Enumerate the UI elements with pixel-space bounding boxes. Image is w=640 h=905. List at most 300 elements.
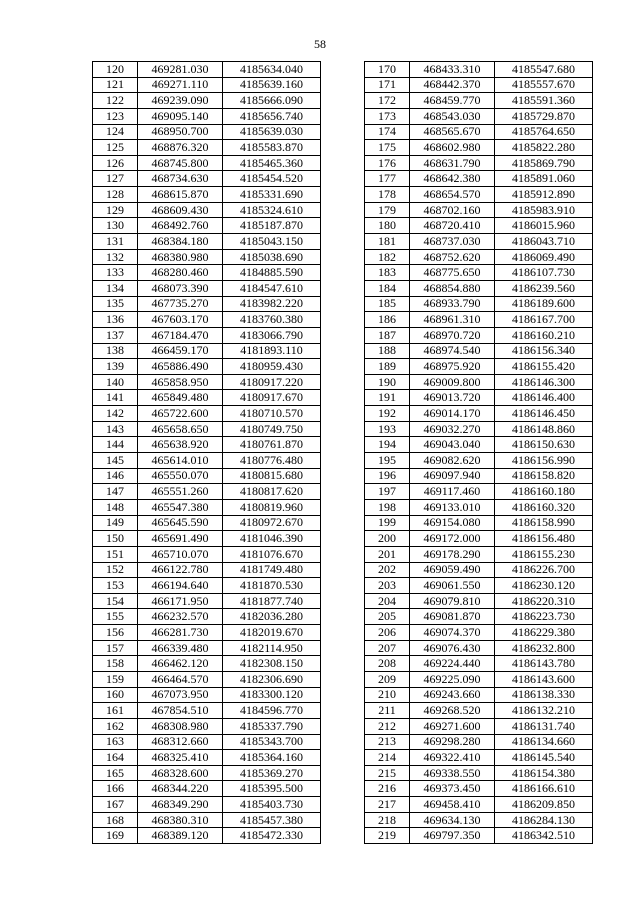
x-coordinate-cell: 468615.870 bbox=[138, 187, 223, 203]
point-number-cell: 179 bbox=[365, 202, 410, 218]
table-row bbox=[93, 656, 321, 672]
y-coordinate-cell: 4180959.430 bbox=[223, 359, 321, 375]
point-number-cell: 130 bbox=[93, 218, 138, 234]
y-coordinate-cell: 4180917.670 bbox=[223, 390, 321, 406]
point-number-cell: 145 bbox=[93, 453, 138, 469]
point-number-cell: 138 bbox=[93, 343, 138, 359]
x-coordinate-cell: 468642.380 bbox=[410, 171, 495, 187]
table-row bbox=[365, 656, 593, 672]
table-row bbox=[365, 296, 593, 312]
point-number-cell: 161 bbox=[93, 703, 138, 719]
x-coordinate-cell: 468565.670 bbox=[410, 124, 495, 140]
point-number-cell: 191 bbox=[365, 390, 410, 406]
y-coordinate-cell: 4184596.770 bbox=[223, 703, 321, 719]
table-row bbox=[365, 734, 593, 750]
table-row bbox=[365, 406, 593, 422]
y-coordinate-cell: 4186143.780 bbox=[495, 656, 593, 672]
table-row bbox=[93, 312, 321, 328]
y-coordinate-cell: 4180817.620 bbox=[223, 484, 321, 500]
table-row bbox=[93, 406, 321, 422]
table-row bbox=[93, 750, 321, 766]
table-row bbox=[93, 562, 321, 578]
y-coordinate-cell: 4185343.700 bbox=[223, 734, 321, 750]
point-number-cell: 147 bbox=[93, 484, 138, 500]
y-coordinate-cell: 4186143.600 bbox=[495, 671, 593, 687]
x-coordinate-cell: 468492.760 bbox=[138, 218, 223, 234]
coordinates-table-right-body bbox=[365, 62, 593, 844]
point-number-cell: 142 bbox=[93, 406, 138, 422]
x-coordinate-cell: 468654.570 bbox=[410, 187, 495, 203]
point-number-cell: 133 bbox=[93, 265, 138, 281]
y-coordinate-cell: 4185337.790 bbox=[223, 718, 321, 734]
x-coordinate-cell: 468344.220 bbox=[138, 781, 223, 797]
point-number-cell: 173 bbox=[365, 108, 410, 124]
y-coordinate-cell: 4186146.300 bbox=[495, 374, 593, 390]
table-row bbox=[365, 562, 593, 578]
x-coordinate-cell: 468308.980 bbox=[138, 718, 223, 734]
point-number-cell: 162 bbox=[93, 718, 138, 734]
point-number-cell: 136 bbox=[93, 312, 138, 328]
y-coordinate-cell: 4186158.990 bbox=[495, 515, 593, 531]
table-row bbox=[365, 703, 593, 719]
x-coordinate-cell: 465858.950 bbox=[138, 374, 223, 390]
table-row bbox=[365, 484, 593, 500]
x-coordinate-cell: 466339.480 bbox=[138, 640, 223, 656]
point-number-cell: 171 bbox=[365, 77, 410, 93]
y-coordinate-cell: 4185583.870 bbox=[223, 140, 321, 156]
point-number-cell: 209 bbox=[365, 671, 410, 687]
y-coordinate-cell: 4186160.180 bbox=[495, 484, 593, 500]
y-coordinate-cell: 4180776.480 bbox=[223, 453, 321, 469]
table-row bbox=[93, 499, 321, 515]
point-number-cell: 166 bbox=[93, 781, 138, 797]
x-coordinate-cell: 469079.810 bbox=[410, 593, 495, 609]
x-coordinate-cell: 469338.550 bbox=[410, 765, 495, 781]
point-number-cell: 164 bbox=[93, 750, 138, 766]
table-row bbox=[365, 765, 593, 781]
table-row bbox=[93, 108, 321, 124]
x-coordinate-cell: 468970.720 bbox=[410, 327, 495, 343]
table-row bbox=[365, 468, 593, 484]
table-row bbox=[93, 171, 321, 187]
table-row bbox=[93, 593, 321, 609]
y-coordinate-cell: 4184885.590 bbox=[223, 265, 321, 281]
x-coordinate-cell: 468380.310 bbox=[138, 812, 223, 828]
point-number-cell: 197 bbox=[365, 484, 410, 500]
point-number-cell: 155 bbox=[93, 609, 138, 625]
point-number-cell: 205 bbox=[365, 609, 410, 625]
y-coordinate-cell: 4186342.510 bbox=[495, 828, 593, 844]
x-coordinate-cell: 466462.120 bbox=[138, 656, 223, 672]
table-row bbox=[365, 140, 593, 156]
point-number-cell: 127 bbox=[93, 171, 138, 187]
y-coordinate-cell: 4186145.540 bbox=[495, 750, 593, 766]
y-coordinate-cell: 4186069.490 bbox=[495, 249, 593, 265]
x-coordinate-cell: 469081.870 bbox=[410, 609, 495, 625]
point-number-cell: 124 bbox=[93, 124, 138, 140]
point-number-cell: 144 bbox=[93, 437, 138, 453]
point-number-cell: 189 bbox=[365, 359, 410, 375]
table-row bbox=[365, 124, 593, 140]
table-row bbox=[93, 437, 321, 453]
table-row bbox=[93, 296, 321, 312]
point-number-cell: 216 bbox=[365, 781, 410, 797]
point-number-cell: 176 bbox=[365, 155, 410, 171]
y-coordinate-cell: 4181046.390 bbox=[223, 531, 321, 547]
x-coordinate-cell: 469032.270 bbox=[410, 421, 495, 437]
x-coordinate-cell: 469178.290 bbox=[410, 546, 495, 562]
y-coordinate-cell: 4180972.670 bbox=[223, 515, 321, 531]
x-coordinate-cell: 465722.600 bbox=[138, 406, 223, 422]
point-number-cell: 185 bbox=[365, 296, 410, 312]
x-coordinate-cell: 469014.170 bbox=[410, 406, 495, 422]
y-coordinate-cell: 4185331.690 bbox=[223, 187, 321, 203]
x-coordinate-cell: 469797.350 bbox=[410, 828, 495, 844]
y-coordinate-cell: 4185038.690 bbox=[223, 249, 321, 265]
table-row bbox=[93, 265, 321, 281]
y-coordinate-cell: 4180917.220 bbox=[223, 374, 321, 390]
point-number-cell: 182 bbox=[365, 249, 410, 265]
y-coordinate-cell: 4186189.600 bbox=[495, 296, 593, 312]
x-coordinate-cell: 469268.520 bbox=[410, 703, 495, 719]
point-number-cell: 184 bbox=[365, 280, 410, 296]
y-coordinate-cell: 4186166.610 bbox=[495, 781, 593, 797]
table-row bbox=[365, 828, 593, 844]
x-coordinate-cell: 468280.460 bbox=[138, 265, 223, 281]
x-coordinate-cell: 465551.260 bbox=[138, 484, 223, 500]
y-coordinate-cell: 4180749.750 bbox=[223, 421, 321, 437]
page-number: 58 bbox=[314, 37, 326, 51]
y-coordinate-cell: 4186226.700 bbox=[495, 562, 593, 578]
table-row bbox=[365, 218, 593, 234]
point-number-cell: 157 bbox=[93, 640, 138, 656]
point-number-cell: 150 bbox=[93, 531, 138, 547]
point-number-cell: 215 bbox=[365, 765, 410, 781]
y-coordinate-cell: 4182019.670 bbox=[223, 625, 321, 641]
x-coordinate-cell: 467184.470 bbox=[138, 327, 223, 343]
y-coordinate-cell: 4185869.790 bbox=[495, 155, 593, 171]
y-coordinate-cell: 4186160.210 bbox=[495, 327, 593, 343]
x-coordinate-cell: 468974.540 bbox=[410, 343, 495, 359]
point-number-cell: 167 bbox=[93, 797, 138, 813]
x-coordinate-cell: 469013.720 bbox=[410, 390, 495, 406]
table-row bbox=[93, 718, 321, 734]
table-row bbox=[93, 390, 321, 406]
point-number-cell: 213 bbox=[365, 734, 410, 750]
y-coordinate-cell: 4185454.520 bbox=[223, 171, 321, 187]
table-row bbox=[93, 327, 321, 343]
y-coordinate-cell: 4186160.320 bbox=[495, 499, 593, 515]
table-row bbox=[365, 202, 593, 218]
x-coordinate-cell: 468349.290 bbox=[138, 797, 223, 813]
y-coordinate-cell: 4185557.670 bbox=[495, 77, 593, 93]
table-row bbox=[93, 202, 321, 218]
point-number-cell: 214 bbox=[365, 750, 410, 766]
y-coordinate-cell: 4180761.870 bbox=[223, 437, 321, 453]
x-coordinate-cell: 469225.090 bbox=[410, 671, 495, 687]
table-row bbox=[365, 327, 593, 343]
table-row bbox=[93, 421, 321, 437]
point-number-cell: 165 bbox=[93, 765, 138, 781]
y-coordinate-cell: 4186107.730 bbox=[495, 265, 593, 281]
x-coordinate-cell: 465645.590 bbox=[138, 515, 223, 531]
table-row bbox=[365, 77, 593, 93]
point-number-cell: 210 bbox=[365, 687, 410, 703]
table-row bbox=[365, 797, 593, 813]
coordinates-table-left bbox=[92, 61, 321, 844]
table-row bbox=[93, 812, 321, 828]
table-row bbox=[365, 108, 593, 124]
point-number-cell: 148 bbox=[93, 499, 138, 515]
point-number-cell: 146 bbox=[93, 468, 138, 484]
x-coordinate-cell: 469074.370 bbox=[410, 625, 495, 641]
table-row bbox=[365, 499, 593, 515]
x-coordinate-cell: 465691.490 bbox=[138, 531, 223, 547]
y-coordinate-cell: 4186146.400 bbox=[495, 390, 593, 406]
table-row bbox=[93, 343, 321, 359]
table-row bbox=[93, 515, 321, 531]
y-coordinate-cell: 4185547.680 bbox=[495, 62, 593, 78]
table-row bbox=[93, 280, 321, 296]
x-coordinate-cell: 468384.180 bbox=[138, 234, 223, 250]
x-coordinate-cell: 468961.310 bbox=[410, 312, 495, 328]
x-coordinate-cell: 469059.490 bbox=[410, 562, 495, 578]
table-row bbox=[365, 437, 593, 453]
x-coordinate-cell: 468073.390 bbox=[138, 280, 223, 296]
point-number-cell: 156 bbox=[93, 625, 138, 641]
point-number-cell: 206 bbox=[365, 625, 410, 641]
x-coordinate-cell: 469061.550 bbox=[410, 578, 495, 594]
table-row bbox=[365, 249, 593, 265]
point-number-cell: 174 bbox=[365, 124, 410, 140]
point-number-cell: 121 bbox=[93, 77, 138, 93]
table-row bbox=[93, 797, 321, 813]
table-row bbox=[93, 453, 321, 469]
table-row bbox=[365, 687, 593, 703]
table-row bbox=[365, 640, 593, 656]
x-coordinate-cell: 468752.620 bbox=[410, 249, 495, 265]
table-row bbox=[93, 374, 321, 390]
table-row bbox=[93, 781, 321, 797]
table-row bbox=[365, 390, 593, 406]
y-coordinate-cell: 4185983.910 bbox=[495, 202, 593, 218]
point-number-cell: 158 bbox=[93, 656, 138, 672]
x-coordinate-cell: 469271.600 bbox=[410, 718, 495, 734]
y-coordinate-cell: 4185472.330 bbox=[223, 828, 321, 844]
point-number-cell: 123 bbox=[93, 108, 138, 124]
table-row bbox=[93, 687, 321, 703]
x-coordinate-cell: 468328.600 bbox=[138, 765, 223, 781]
y-coordinate-cell: 4185465.360 bbox=[223, 155, 321, 171]
point-number-cell: 132 bbox=[93, 249, 138, 265]
table-row bbox=[365, 312, 593, 328]
x-coordinate-cell: 468745.800 bbox=[138, 155, 223, 171]
x-coordinate-cell: 469117.460 bbox=[410, 484, 495, 500]
point-number-cell: 196 bbox=[365, 468, 410, 484]
point-number-cell: 218 bbox=[365, 812, 410, 828]
x-coordinate-cell: 466464.570 bbox=[138, 671, 223, 687]
point-number-cell: 195 bbox=[365, 453, 410, 469]
y-coordinate-cell: 4185324.610 bbox=[223, 202, 321, 218]
y-coordinate-cell: 4186167.700 bbox=[495, 312, 593, 328]
x-coordinate-cell: 467854.510 bbox=[138, 703, 223, 719]
point-number-cell: 175 bbox=[365, 140, 410, 156]
y-coordinate-cell: 4185395.500 bbox=[223, 781, 321, 797]
x-coordinate-cell: 468854.880 bbox=[410, 280, 495, 296]
point-number-cell: 126 bbox=[93, 155, 138, 171]
point-number-cell: 159 bbox=[93, 671, 138, 687]
x-coordinate-cell: 469095.140 bbox=[138, 108, 223, 124]
x-coordinate-cell: 468631.790 bbox=[410, 155, 495, 171]
x-coordinate-cell: 468609.430 bbox=[138, 202, 223, 218]
table-row bbox=[93, 140, 321, 156]
x-coordinate-cell: 469043.040 bbox=[410, 437, 495, 453]
point-number-cell: 125 bbox=[93, 140, 138, 156]
y-coordinate-cell: 4186146.450 bbox=[495, 406, 593, 422]
x-coordinate-cell: 466232.570 bbox=[138, 609, 223, 625]
x-coordinate-cell: 465710.070 bbox=[138, 546, 223, 562]
table-row bbox=[365, 718, 593, 734]
y-coordinate-cell: 4186209.850 bbox=[495, 797, 593, 813]
point-number-cell: 186 bbox=[365, 312, 410, 328]
table-row bbox=[93, 77, 321, 93]
point-number-cell: 168 bbox=[93, 812, 138, 828]
y-coordinate-cell: 4185764.650 bbox=[495, 124, 593, 140]
table-row bbox=[365, 155, 593, 171]
y-coordinate-cell: 4185043.150 bbox=[223, 234, 321, 250]
point-number-cell: 135 bbox=[93, 296, 138, 312]
point-number-cell: 200 bbox=[365, 531, 410, 547]
y-coordinate-cell: 4186284.130 bbox=[495, 812, 593, 828]
y-coordinate-cell: 4186155.230 bbox=[495, 546, 593, 562]
point-number-cell: 169 bbox=[93, 828, 138, 844]
y-coordinate-cell: 4185656.740 bbox=[223, 108, 321, 124]
x-coordinate-cell: 467603.170 bbox=[138, 312, 223, 328]
point-number-cell: 137 bbox=[93, 327, 138, 343]
point-number-cell: 160 bbox=[93, 687, 138, 703]
point-number-cell: 151 bbox=[93, 546, 138, 562]
x-coordinate-cell: 469634.130 bbox=[410, 812, 495, 828]
point-number-cell: 194 bbox=[365, 437, 410, 453]
y-coordinate-cell: 4185639.030 bbox=[223, 124, 321, 140]
table-row bbox=[93, 703, 321, 719]
table-row bbox=[365, 374, 593, 390]
table-row bbox=[365, 578, 593, 594]
y-coordinate-cell: 4180710.570 bbox=[223, 406, 321, 422]
y-coordinate-cell: 4182036.280 bbox=[223, 609, 321, 625]
x-coordinate-cell: 468720.410 bbox=[410, 218, 495, 234]
y-coordinate-cell: 4182306.690 bbox=[223, 671, 321, 687]
x-coordinate-cell: 466171.950 bbox=[138, 593, 223, 609]
table-row bbox=[93, 625, 321, 641]
y-coordinate-cell: 4182308.150 bbox=[223, 656, 321, 672]
table-row bbox=[93, 546, 321, 562]
table-row bbox=[365, 546, 593, 562]
point-number-cell: 172 bbox=[365, 93, 410, 109]
x-coordinate-cell: 469243.660 bbox=[410, 687, 495, 703]
point-number-cell: 143 bbox=[93, 421, 138, 437]
y-coordinate-cell: 4186156.340 bbox=[495, 343, 593, 359]
table-row bbox=[93, 62, 321, 78]
x-coordinate-cell: 468975.920 bbox=[410, 359, 495, 375]
table-row bbox=[365, 280, 593, 296]
y-coordinate-cell: 4185912.890 bbox=[495, 187, 593, 203]
y-coordinate-cell: 4180815.680 bbox=[223, 468, 321, 484]
table-row bbox=[93, 734, 321, 750]
table-row bbox=[93, 249, 321, 265]
table-row bbox=[93, 765, 321, 781]
table-row bbox=[93, 234, 321, 250]
x-coordinate-cell: 469298.280 bbox=[410, 734, 495, 750]
y-coordinate-cell: 4186148.860 bbox=[495, 421, 593, 437]
x-coordinate-cell: 469271.110 bbox=[138, 77, 223, 93]
x-coordinate-cell: 465550.070 bbox=[138, 468, 223, 484]
table-row bbox=[93, 93, 321, 109]
table-row bbox=[365, 781, 593, 797]
point-number-cell: 198 bbox=[365, 499, 410, 515]
table-row bbox=[365, 531, 593, 547]
x-coordinate-cell: 468312.660 bbox=[138, 734, 223, 750]
point-number-cell: 192 bbox=[365, 406, 410, 422]
x-coordinate-cell: 468734.630 bbox=[138, 171, 223, 187]
table-row bbox=[365, 625, 593, 641]
table-row bbox=[93, 359, 321, 375]
table-row bbox=[93, 578, 321, 594]
x-coordinate-cell: 465658.650 bbox=[138, 421, 223, 437]
y-coordinate-cell: 4183760.380 bbox=[223, 312, 321, 328]
point-number-cell: 177 bbox=[365, 171, 410, 187]
x-coordinate-cell: 468459.770 bbox=[410, 93, 495, 109]
x-coordinate-cell: 468442.370 bbox=[410, 77, 495, 93]
table-row bbox=[365, 593, 593, 609]
point-number-cell: 204 bbox=[365, 593, 410, 609]
table-row bbox=[365, 187, 593, 203]
y-coordinate-cell: 4186158.820 bbox=[495, 468, 593, 484]
x-coordinate-cell: 466122.780 bbox=[138, 562, 223, 578]
point-number-cell: 134 bbox=[93, 280, 138, 296]
x-coordinate-cell: 468933.790 bbox=[410, 296, 495, 312]
y-coordinate-cell: 4182114.950 bbox=[223, 640, 321, 656]
x-coordinate-cell: 469097.940 bbox=[410, 468, 495, 484]
table-row bbox=[365, 93, 593, 109]
point-number-cell: 188 bbox=[365, 343, 410, 359]
y-coordinate-cell: 4186239.560 bbox=[495, 280, 593, 296]
y-coordinate-cell: 4186131.740 bbox=[495, 718, 593, 734]
y-coordinate-cell: 4186138.330 bbox=[495, 687, 593, 703]
point-number-cell: 211 bbox=[365, 703, 410, 719]
table-row bbox=[365, 515, 593, 531]
point-number-cell: 207 bbox=[365, 640, 410, 656]
table-row bbox=[93, 124, 321, 140]
point-number-cell: 183 bbox=[365, 265, 410, 281]
x-coordinate-cell: 468380.980 bbox=[138, 249, 223, 265]
point-number-cell: 154 bbox=[93, 593, 138, 609]
x-coordinate-cell: 467735.270 bbox=[138, 296, 223, 312]
x-coordinate-cell: 468702.160 bbox=[410, 202, 495, 218]
coordinates-table-left-body bbox=[93, 62, 321, 844]
x-coordinate-cell: 469082.620 bbox=[410, 453, 495, 469]
point-number-cell: 131 bbox=[93, 234, 138, 250]
point-number-cell: 190 bbox=[365, 374, 410, 390]
point-number-cell: 202 bbox=[365, 562, 410, 578]
y-coordinate-cell: 4186156.480 bbox=[495, 531, 593, 547]
table-row bbox=[365, 171, 593, 187]
x-coordinate-cell: 468775.650 bbox=[410, 265, 495, 281]
y-coordinate-cell: 4183066.790 bbox=[223, 327, 321, 343]
x-coordinate-cell: 469239.090 bbox=[138, 93, 223, 109]
point-number-cell: 128 bbox=[93, 187, 138, 203]
x-coordinate-cell: 467073.950 bbox=[138, 687, 223, 703]
